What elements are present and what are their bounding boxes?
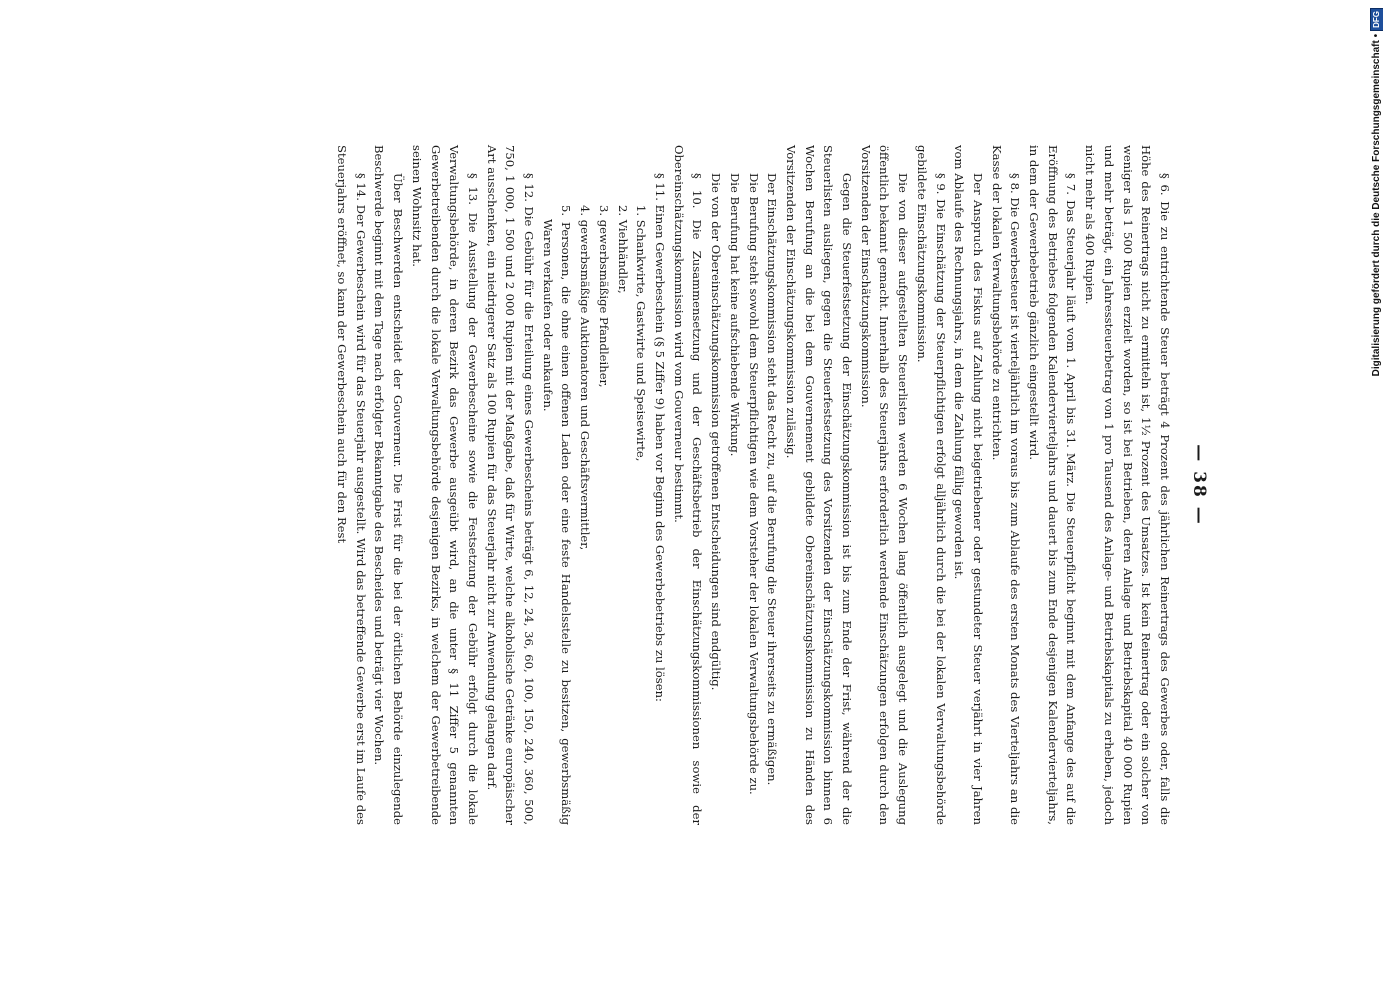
paragraph-section-9-appeal-right: Die Berufung steht sowohl dem Steuerpflichtigen wie dem Vorsteher der lokalen Verwaltungsbehörde zu.: [746, 173, 761, 795]
paragraph-section-8: § 8. Die Gewerbesteuer ist vierteljährlich im voraus bis zum Ablaufe des ersten Monats des Vierteljahrs an die Kasse der lokalen Verwaltungsbehörde zu entrichten.: [989, 145, 1023, 825]
paragraph-section-9: § 9. Die Einschätzung der Steuerpflichtigen erfolgt alljährlich durch die bei der lokalen Verwaltungsbehörde gebildete Einschätzungskommission.: [914, 145, 948, 825]
paragraph-section-9-appeal: Gegen die Steuerfestsetzung der Einschätzungskommission ist bis zum Ende der Frist, während der die Steuerlisten ausliegen, gegen die Steuerfestsetzung des Vorsitzenden der Einschätzungskommission binnen 6 Wochen Berufung an die bei dem Gouvernement gebildete Obereinschätzungskommission zu Händen des Vorsitzenden der Einschätzungskommission zulässig.: [783, 145, 855, 825]
paragraph-section-14: § 14. Der Gewerbeschein wird für das Steuerjahr ausgestellt. Wird das betreffende Gewerbe erst im Laufe des Steuerjahrs eröffnet, so kann der Gewerbeschein auch für den Rest: [335, 145, 368, 825]
paragraph-section-10: § 10. Die Zusammensetzung und der Geschäftsbetrieb der Einschätzungskommissionen sowie der Obereinschätzungskommission wird vom Gouverneur bestimmt.: [671, 145, 705, 825]
section-11-list: [538, 145, 650, 825]
list-item: 2. Viehhändler,: [615, 205, 630, 294]
paragraph-section-6: § 6. Die zu entrichtende Steuer beträgt 4 Prozent des jährlichen Reinertrags des Gewerbes oder, falls die Höhe des Reinertrags nicht zu ermitteln ist, 1½ Prozent des Umsatzes. Ist kein Reinertrag oder ein solcher von weniger als 1 500 Rupien erzielt worden, so ist bei Betrieben, deren Anlage und Betriebskapital 40 000 Rupien und mehr beträgt, ein Jahressteuerbetrag von 1 pro Tausend des Anlage- und Betriebskapitals zu erheben, jedoch nicht mehr als 400 Rupien.: [1083, 145, 1172, 825]
paragraph-section-9-reduce: Der Einschätzungskommission steht das Recht zu, auf die Berufung die Steuer ihrerseits zu ermäßigen.: [765, 173, 780, 786]
document-page: [98, 145, 1208, 825]
paragraph-section-12: § 12. Die Gebühr für die Erteilung eines Gewerbescheins beträgt 6, 12, 24, 36, 60, 100, 150, 240, 360, 500, 750, 1 000, 1 500 und 2 000 Rupien mit der Maßgabe, daß für Wirte, welche alkoholische Getränke europäischer Art ausschenken, ein niedrigerer Satz als 100 Rupien für das Steuerjahr nicht zur Anwendung gelangen darf.: [484, 145, 537, 825]
credit-line: [1370, 8, 1383, 788]
paragraph-section-13: § 13. Die Ausstellung der Gewerbescheine sowie die Festsetzung der Gebühr erfolgt durch die lokale Verwaltungsbehörde, in deren Bezirk das Gewerbe ausgeübt wird, an die unter § 11 Ziffer 5 genannten Gewerbetreibenden durch die lokale Verwaltungsbehörde desjenigen Bezirks, in welchem der Gewerbetreibende seinen Wohnsitz hat.: [409, 145, 480, 825]
paragraph-section-9-no-suspension: Die Berufung hat keine aufschiebende Wirkung.: [727, 173, 742, 457]
paragraph-section-11: § 11. Einen Gewerbeschein (§ 5 Ziffer 9) haben vor Beginn des Gewerbebetriebs zu lösen:: [653, 173, 668, 702]
digitization-credit: [1370, 8, 1383, 988]
list-item: 4. gewerbsmäßige Auktionatoren und Geschäftsvermittler,: [578, 205, 593, 551]
paragraph-section-9-lists: Die von dieser aufgestellten Steuerlisten werden 6 Wochen lang öffentlich ausgelegt und die Auslegung öffentlich bekannt gemacht. Innerhalb des Steuerjahrs erforderlich werdende Einschätzungen erfolgen durch den Vorsitzenden der Einschätzungskommission.: [858, 145, 911, 825]
paragraph-section-9-final: Die von der Obereinschätzungskommission getroffenen Entscheidungen sind endgültig.: [709, 173, 724, 691]
list-item: 5. Personen, die ohne einen offenen Laden oder eine feste Handelsstelle zu besitzen, gewerbsmäßig Waren verkaufen oder ankaufen.: [540, 205, 574, 825]
list-item: 1. Schankwirte, Gastwirte und Speisewirte,: [634, 205, 649, 462]
list-item: 3. gewerbsmäßige Pfandleiher,: [596, 205, 611, 388]
page-number: — 38 —: [1189, 444, 1209, 526]
dfg-logo: DFG: [1370, 8, 1383, 31]
paragraph-section-7: § 7. Das Steuerjahr läuft vom 1. April bis 31. März. Die Steuerpflicht beginnt mit dem Anfange des auf die Eröffnung des Betriebes folgenden Kalendervierteljahrs und dauert bis zum Ende desjenigen Kalendervierteljahrs, in dem der Gewerbebetrieb gänzlich eingestellt wird.: [1027, 145, 1079, 825]
body-text: [332, 145, 1174, 825]
paragraph-section-8-limitation: Der Anspruch des Fiskus auf Zahlung nicht beigetriebener oder gestundeter Steuer verjährt in vier Jahren vom Ablaufe des Rechnungsjahrs, in dem die Zahlung fällig geworden ist.: [952, 145, 985, 825]
paragraph-section-13-complaints: Über Beschwerden entscheidet der Gouverneur. Die Frist für die bei der örtlichen Behörde einzulegende Beschwerde beginnt mit dem Tage nach erfolgter Bekanntgabe des Bescheides und beträgt vier Wochen.: [372, 145, 406, 825]
credit-text: Digitalisierung gefördert durch die Deutsche Forschungsgemeinschaft •: [1371, 33, 1382, 377]
